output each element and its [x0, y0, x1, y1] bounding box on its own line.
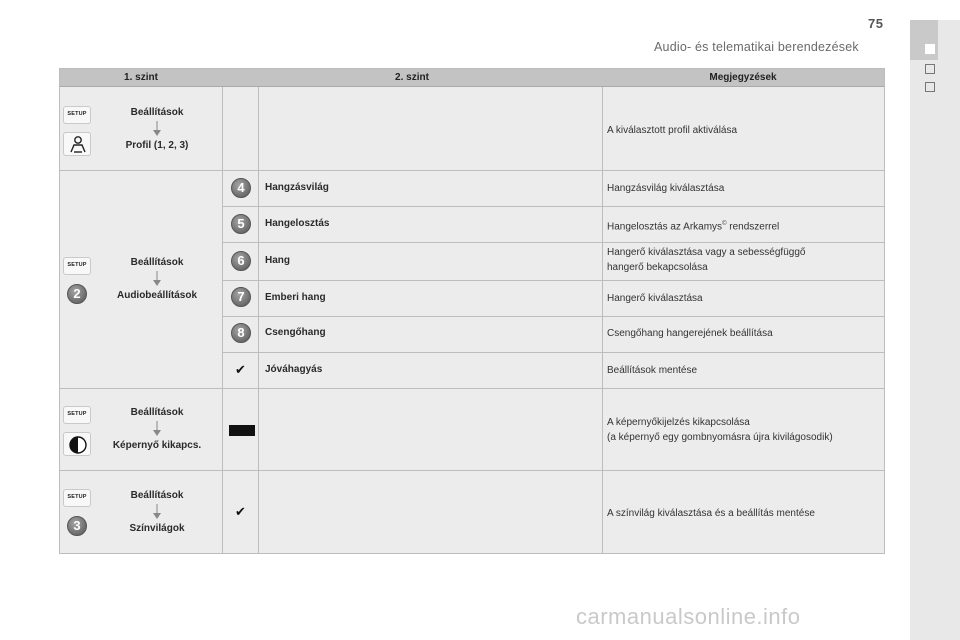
side-marker-filled	[925, 44, 935, 54]
person-icon	[63, 132, 91, 156]
header-level-1: 1. szint	[124, 72, 158, 83]
page-number: 75	[868, 16, 884, 31]
note-text: A kiválasztott profil aktiválása	[607, 125, 738, 136]
button-8-icon: 8	[231, 323, 251, 343]
note-text: A színvilág kiválasztása és a beállítás mentése	[607, 508, 815, 519]
row-divider	[222, 206, 884, 207]
side-tab-band	[910, 20, 960, 640]
row-divider	[222, 242, 884, 243]
note-text: Csengőhang hangerejének beállítása	[607, 328, 773, 339]
divider	[222, 87, 223, 553]
check-icon: ✔	[235, 504, 246, 519]
down-arrow-icon	[152, 271, 162, 287]
watermark: carmanualsonline.info	[576, 604, 801, 629]
setup-button-icon: SETUP	[63, 257, 91, 275]
header-notes: Megjegyzések	[709, 72, 777, 83]
group-divider	[60, 470, 884, 471]
button-6-icon: 6	[231, 251, 251, 271]
group-divider	[60, 170, 884, 171]
divider	[258, 87, 259, 553]
submenu-label: Profil (1, 2, 3)	[125, 140, 189, 151]
note-text: Hangerő kiválasztása vagy a sebességfüggő hangerő bekapcsolása	[607, 247, 806, 273]
row-divider	[222, 280, 884, 281]
note-text: Hangelosztás az Arkamys© rendszerrel	[607, 221, 780, 233]
note-text: Beállítások mentése	[607, 365, 698, 376]
level-2-label: Hangelosztás	[265, 218, 330, 229]
note-text: Hangerő kiválasztása	[607, 293, 703, 304]
down-arrow-icon	[152, 504, 162, 520]
row-divider	[222, 316, 884, 317]
chapter-title: Audio- és telematikai berendezések	[654, 40, 859, 54]
check-icon: ✔	[235, 362, 246, 377]
menu-label: Beállítások	[130, 407, 184, 418]
setup-button-icon: SETUP	[63, 106, 91, 124]
button-7-icon: 7	[231, 287, 251, 307]
submenu-label: Színvilágok	[129, 523, 185, 534]
menu-label: Beállítások	[130, 107, 184, 118]
side-marker-1	[925, 64, 935, 74]
button-2-icon: 2	[67, 284, 87, 304]
group-divider	[60, 388, 884, 389]
divider	[602, 87, 603, 553]
level-2-label: Csengőhang	[265, 327, 326, 338]
menu-label: Beállítások	[130, 257, 184, 268]
side-tab-active	[910, 20, 938, 60]
header-level-2: 2. szint	[395, 72, 429, 83]
side-marker-2	[925, 82, 935, 92]
menu-label: Beállítások	[130, 490, 184, 501]
submenu-label: Audiobeállítások	[116, 290, 197, 301]
black-rectangle-icon	[229, 425, 255, 436]
setup-button-icon: SETUP	[63, 406, 91, 424]
down-arrow-icon	[152, 421, 162, 437]
button-4-icon: 4	[231, 178, 251, 198]
level-2-label: Hangzásvilág	[265, 182, 329, 193]
button-5-icon: 5	[231, 214, 251, 234]
button-3-icon: 3	[67, 516, 87, 536]
submenu-label: Képernyő kikapcs.	[112, 440, 202, 451]
down-arrow-icon	[152, 121, 162, 137]
level-2-label: Emberi hang	[265, 292, 326, 303]
setup-button-icon: SETUP	[63, 489, 91, 507]
row-divider	[222, 352, 884, 353]
note-text: Hangzásvilág kiválasztása	[607, 183, 725, 194]
level-2-label: Jóváhagyás	[265, 364, 323, 375]
level-2-label: Hang	[265, 255, 290, 266]
note-text: A képernyőkijelzés kikapcsolása (a képernyő egy gombnyomásra újra kivilágosodik)	[607, 417, 833, 443]
table-header	[60, 69, 884, 87]
half-circle-icon	[63, 432, 91, 456]
